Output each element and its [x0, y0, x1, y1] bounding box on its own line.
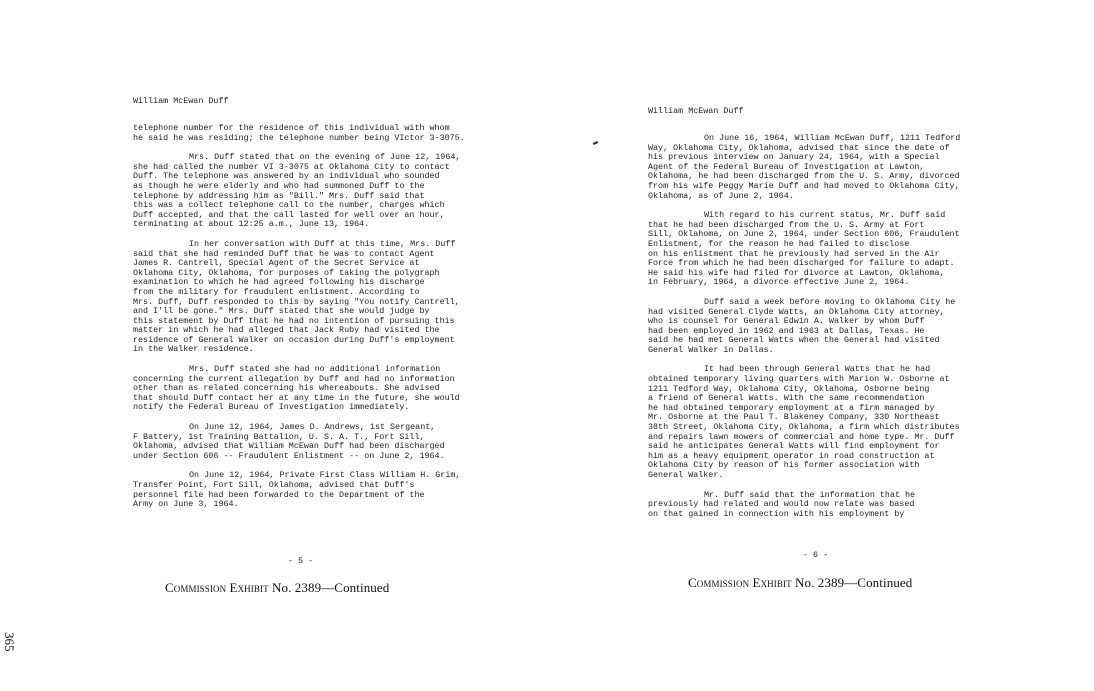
- paragraph-line: Duff said a week before moving to Oklahoma City he: [704, 297, 956, 307]
- right-page-header: William McEwan Duff: [648, 106, 744, 116]
- paragraph-line: residence of General Walker on occasion during Duff's employment: [133, 335, 455, 345]
- paragraph: [133, 471, 573, 509]
- right-page-number: - 6 -: [803, 550, 829, 560]
- paragraph: [133, 365, 573, 413]
- paragraph-line: Duff accepted, and that the call lasted for well over an hour,: [133, 210, 445, 220]
- paragraph-line: On June 12, 1964, Private First Class William H. Grim,: [189, 471, 461, 481]
- paragraph-line: that he had been discharged from the U. S. Army at Fort: [648, 220, 925, 230]
- paragraph-line: Oklahoma, he had been discharged from the U. S. Army, divorced: [648, 172, 960, 182]
- paragraph-line: from his wife Peggy Marie Duff and had moved to Oklahoma City,: [648, 181, 960, 191]
- paragraph-line: he had obtained temporary employment at a firm managed by: [648, 403, 935, 413]
- paragraph-line: F Battery, 1st Training Battalion, U. S. A. T., Fort Sill,: [133, 432, 425, 442]
- paragraph-line: on his enlistment that he previously had served in the Air: [648, 249, 940, 259]
- paragraph-line: telephone number for the residence of this individual with whom: [133, 124, 450, 133]
- left-page-header: William McEwan Duff: [133, 96, 229, 106]
- right-page-body: [648, 134, 1088, 529]
- left-exhibit-caption-number: No. 2389—Continued: [268, 580, 390, 595]
- paragraph-line: concerning the current allegation by Duff and had no information: [133, 374, 455, 384]
- paragraph-line: and repairs lawn mowers of commercial and home type. Mr. Duff: [648, 432, 955, 442]
- paragraph-line: said that she had reminded Duff that he was to contact Agent: [133, 249, 435, 259]
- paragraph-line: he said he was residing; the telephone number being VIctor 3-3075.: [133, 133, 465, 143]
- paragraph: [648, 365, 1088, 480]
- paragraph-line: a friend of General Watts. With the same recommendation: [648, 394, 925, 404]
- paragraph-line: telephone by addressing him as "Bill." Mrs. Duff said that: [133, 191, 425, 201]
- paragraph-line: Mrs. Duff, Duff responded to this by saying "You notify Cantrell,: [133, 297, 460, 307]
- paragraph-line: 1211 Tedford Way, Oklahoma City, Oklahoma, Osborne being: [648, 384, 930, 394]
- paragraph-line: Agent of the Federal Bureau of Investigation at Lawton,: [648, 162, 925, 172]
- paragraph-line: Force from which he had been discharged for failure to adapt.: [648, 259, 955, 269]
- paragraph-line: him as a heavy equipment operator in road construction at: [648, 451, 935, 461]
- paragraph-line: obtained temporary living quarters with Marion W. Osborne at: [648, 375, 950, 385]
- paragraph-line: Way, Oklahoma City, Oklahoma, advised that since the date of: [648, 143, 950, 153]
- paragraph-line: Mr. Osborne at the Paul T. Blakeney Company, 330 Northeast: [648, 413, 940, 423]
- paragraph: [133, 153, 573, 230]
- left-exhibit-caption: [165, 580, 389, 596]
- paragraph: [133, 240, 573, 355]
- paragraph-line: in February, 1964, a divorce effective June 2, 1964.: [648, 278, 910, 288]
- paragraph-line: Duff. The telephone was answered by an individual who sounded: [133, 172, 440, 182]
- right-exhibit-caption-number: No. 2389—Continued: [791, 575, 913, 590]
- paragraph-line: Oklahoma City, Oklahoma, for purposes of taking the polygraph: [133, 268, 440, 278]
- paragraph-line: in the Walker residence.: [133, 345, 254, 355]
- paragraph-line: 38th Street, Oklahoma City, Oklahoma, a firm which distributes: [648, 423, 960, 433]
- paragraph: [648, 491, 1088, 520]
- paragraph-line: Army on June 3, 1964.: [133, 500, 239, 510]
- paragraph-line: from the military for fraudulent enlistment. According to: [133, 287, 420, 297]
- paragraph: [133, 124, 573, 143]
- paragraph-line: Oklahoma, as of June 2, 1964.: [648, 191, 794, 201]
- paragraph-line: who is counsel for General Edwin A. Walker by whom Duff: [648, 317, 925, 327]
- paragraph-line: On June 16, 1964, William McEwan Duff, 1211 Tedford: [704, 134, 961, 143]
- right-exhibit-caption: [688, 575, 912, 591]
- paragraph-line: Oklahoma, advised that William McEwan Duff had been discharged: [133, 442, 445, 452]
- margin-page-number: 365: [2, 632, 17, 652]
- paragraph-line: had visited General Clyde Watts, an Oklahoma City attorney,: [648, 307, 945, 317]
- paragraph-line: previously had related and would now relate was based: [648, 500, 915, 510]
- paragraph-line: Transfer Point, Fort Sill, Oklahoma, advised that Duff's: [133, 481, 415, 490]
- paragraph-line: had been employed in 1962 and 1963 at Dallas, Texas. He: [648, 326, 925, 336]
- paragraph-line: said he anticipates General Watts will find employment for: [648, 442, 940, 452]
- paragraph-line: Mr. Duff said that the information that he: [704, 490, 916, 500]
- paragraph: [648, 211, 1088, 288]
- paragraph-line: Enlistment, for the reason he had failed to disclose: [648, 239, 910, 249]
- paragraph: [648, 134, 1088, 201]
- paragraph-line: With regard to his current status, Mr. Duff said: [704, 211, 946, 221]
- paragraph-line: Sill, Oklahoma, on June 2, 1964, under Section 606, Fraudulent: [648, 230, 960, 240]
- paragraph-line: under Section 606 -- Fraudulent Enlistment -- on June 2, 1964.: [133, 451, 445, 461]
- paragraph-line: terminating at about 12:25 a.m., June 13, 1964.: [133, 220, 370, 230]
- left-exhibit-caption-main: Commission Exhibit: [165, 580, 269, 595]
- paragraph-line: General Walker in Dallas.: [648, 345, 774, 355]
- paragraph-line: his previous interview on January 24, 1964, with a Special: [648, 153, 940, 163]
- paragraph-line: It had been through General Watts that he had: [704, 365, 931, 375]
- paragraph-line: as though he were elderly and who had summoned Duff to the: [133, 181, 425, 191]
- paragraph-line: On June 12, 1964, James D. Andrews, 1st Sergeant,: [189, 423, 436, 433]
- paragraph-line: other than as related concerning his whereabouts. She advised: [133, 384, 440, 394]
- paragraph-line: In her conversation with Duff at this time, Mrs. Duff: [189, 239, 456, 249]
- paragraph-line: He said his wife had filed for divorce at Lawton, Oklahoma,: [648, 268, 945, 278]
- paragraph-line: Mrs. Duff stated that on the evening of June 12, 1964,: [189, 153, 461, 163]
- paragraph-line: James R. Cantrell, Special Agent of the Secret Service at: [133, 259, 420, 269]
- right-exhibit-caption-main: Commission Exhibit: [688, 575, 792, 590]
- left-page-number: - 5 -: [288, 556, 314, 566]
- paragraph: [648, 298, 1088, 356]
- paragraph-line: this statement by Duff that he had no intention of pursuing this: [133, 316, 455, 326]
- paragraph-line: that should Duff contact her at any time in the future, she would: [133, 393, 460, 403]
- left-page-body: [133, 124, 573, 520]
- paragraph: [133, 423, 573, 461]
- paragraph-line: personnel file had been forwarded to the Department of the: [133, 490, 425, 500]
- paragraph-line: notify the Federal Bureau of Investigation immediately.: [133, 403, 410, 413]
- paragraph-line: said he had met General Watts when the General had visited: [648, 336, 940, 346]
- paragraph-line: and I'll be gone." Mrs. Duff stated that she would judge by: [133, 307, 430, 317]
- paragraph-line: examination to which he had agreed following his discharge: [133, 278, 425, 288]
- paragraph-line: General Walker.: [648, 471, 724, 480]
- paragraph-line: Mrs. Duff stated she had no additional information: [189, 365, 441, 375]
- paragraph-line: matter in which he had alleged that Jack Ruby had visited the: [133, 326, 440, 336]
- paragraph-line: she had called the number VI 3-3075 at Oklahoma City to contact: [133, 162, 450, 172]
- paragraph-line: Oklahoma City by reason of his former association with: [648, 461, 920, 471]
- scan-speck-mark: [593, 141, 598, 145]
- paragraph-line: this was a collect telephone call to the number, charges which: [133, 201, 445, 211]
- paragraph-line: on that gained in connection with his employment by: [648, 509, 905, 519]
